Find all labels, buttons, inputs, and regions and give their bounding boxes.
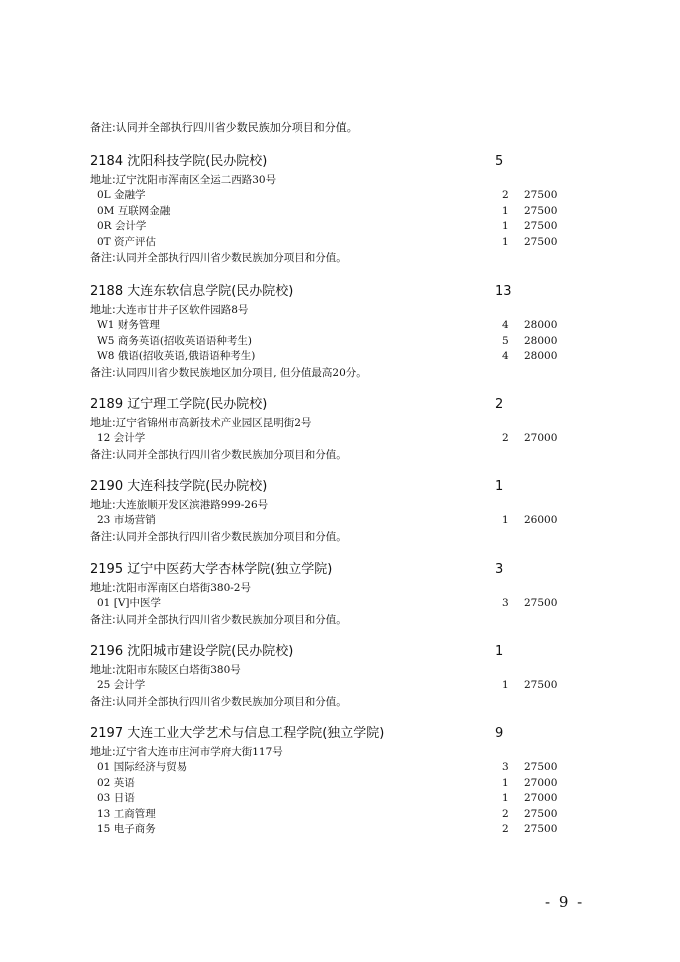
major-name: 英语 xyxy=(113,776,135,789)
address-label: 地址: xyxy=(90,498,116,511)
major-fee: 27000 xyxy=(524,776,558,789)
note-label: 备注: xyxy=(90,694,116,708)
school-address xyxy=(90,497,610,513)
note-label: 备注: xyxy=(90,529,116,543)
major-row xyxy=(90,822,610,838)
major-count: 1 xyxy=(502,235,509,248)
major-code: 02 xyxy=(97,776,111,789)
major-count: 4 xyxy=(502,319,509,331)
major-fee: 26000 xyxy=(524,514,558,526)
address-text: 沈阳市东陵区白塔街380号 xyxy=(115,664,241,676)
school-note xyxy=(90,447,610,463)
major-count: 1 xyxy=(502,792,509,804)
major-row xyxy=(90,219,610,235)
address-label: 地址: xyxy=(90,416,116,429)
major-name: 电子商务 xyxy=(113,823,156,835)
school-title xyxy=(90,395,267,415)
address-label: 地址: xyxy=(90,745,116,758)
school-note xyxy=(90,694,610,710)
major-fee: 27500 xyxy=(524,679,558,691)
school-title xyxy=(90,152,267,172)
major-name: 商务英语(招收英语语种考生) xyxy=(117,334,253,347)
major-fee: 27500 xyxy=(524,235,558,248)
major-code: 01 xyxy=(97,761,111,773)
note-text: 认同并全部执行四川省少数民族加分项目和分值。 xyxy=(115,252,347,264)
major-fee: 27500 xyxy=(524,220,558,232)
address-label: 地址: xyxy=(90,663,116,676)
major-count: 2 xyxy=(502,823,509,835)
school-total: 5 xyxy=(495,154,504,169)
major-code: 13 xyxy=(97,807,111,820)
major-fee: 27000 xyxy=(524,432,558,444)
school-total: 2 xyxy=(495,397,504,412)
major-fee: 27500 xyxy=(524,807,558,820)
major-name: 工商管理 xyxy=(113,807,156,820)
major-row xyxy=(90,204,610,220)
major-name: 国际经济与贸易 xyxy=(113,761,188,773)
major-row xyxy=(90,431,610,447)
major-fee: 27000 xyxy=(524,792,558,804)
major-fee: 27500 xyxy=(524,761,558,773)
school-entry xyxy=(90,477,610,545)
major-row xyxy=(90,318,610,334)
major-count: 2 xyxy=(502,807,509,820)
major-row xyxy=(90,760,610,776)
school-entry xyxy=(90,724,610,838)
major-count: 1 xyxy=(502,220,509,232)
school-entry xyxy=(90,642,610,710)
school-address xyxy=(90,744,610,760)
school-note xyxy=(90,612,610,628)
school-code: 2189 xyxy=(90,397,124,412)
major-code: 25 xyxy=(97,679,111,691)
address-label: 地址: xyxy=(90,173,116,186)
top-note xyxy=(90,120,358,136)
note-label: 备注: xyxy=(90,365,116,379)
school-code: 2184 xyxy=(90,154,124,169)
major-code: 0R xyxy=(97,220,112,232)
school-entry xyxy=(90,152,610,266)
major-code: 23 xyxy=(97,514,111,526)
note-label: 备注: xyxy=(90,447,116,461)
major-code: 0L xyxy=(97,189,111,201)
note-label: 备注: xyxy=(90,612,116,626)
page-number: - 9 - xyxy=(545,893,585,911)
major-fee: 28000 xyxy=(524,334,558,347)
school-entry xyxy=(90,395,610,463)
major-code: W1 xyxy=(97,319,115,331)
school-name: 大连工业大学艺术与信息工程学院(独立学院) xyxy=(127,726,385,741)
school-total: 1 xyxy=(495,644,504,659)
major-name: 互联网金融 xyxy=(117,204,171,217)
school-total: 9 xyxy=(495,726,504,741)
school-code: 2197 xyxy=(90,726,124,741)
address-text: 辽宁省大连市庄河市学府大街117号 xyxy=(115,746,283,758)
major-count: 2 xyxy=(502,432,509,444)
school-address xyxy=(90,662,610,678)
school-entry xyxy=(90,282,610,381)
school-code: 2188 xyxy=(90,284,124,299)
major-name: 资产评估 xyxy=(114,235,157,248)
major-count: 5 xyxy=(502,334,509,347)
major-count: 2 xyxy=(502,189,509,201)
major-row xyxy=(90,678,610,694)
school-name: 辽宁理工学院(民办院校) xyxy=(127,397,268,412)
note-text: 认同四川省少数民族地区加分项目, 但分值最高20分。 xyxy=(115,366,367,379)
school-address xyxy=(90,415,610,431)
school-address xyxy=(90,172,610,188)
school-title xyxy=(90,642,293,662)
school-note xyxy=(90,365,610,381)
major-count: 1 xyxy=(502,514,509,526)
major-count: 1 xyxy=(502,679,509,691)
major-row xyxy=(90,188,610,204)
major-code: 15 xyxy=(97,823,111,835)
major-code: 0T xyxy=(97,235,111,248)
major-count: 1 xyxy=(502,204,509,217)
note-text: 认同并全部执行四川省少数民族加分项目和分值。 xyxy=(115,530,347,543)
note-text: 认同并全部执行四川省少数民族加分项目和分值。 xyxy=(115,121,358,134)
school-code: 2196 xyxy=(90,644,124,659)
major-row xyxy=(90,807,610,823)
major-count: 4 xyxy=(502,350,509,362)
school-title xyxy=(90,724,384,744)
address-text: 辽宁沈阳市浑南区全运二西路30号 xyxy=(115,174,277,186)
major-code: 0M xyxy=(97,204,115,217)
major-row xyxy=(90,334,610,350)
school-note xyxy=(90,529,610,545)
note-text: 认同并全部执行四川省少数民族加分项目和分值。 xyxy=(115,448,347,461)
school-note xyxy=(90,250,610,266)
major-row xyxy=(90,349,610,365)
school-title xyxy=(90,282,293,302)
major-row xyxy=(90,513,610,529)
major-row xyxy=(90,235,610,251)
address-text: 辽宁省锦州市高新技术产业园区昆明街2号 xyxy=(115,417,312,429)
major-fee: 28000 xyxy=(524,350,558,362)
major-row xyxy=(90,776,610,792)
note-label: 备注: xyxy=(90,251,116,264)
note-text: 认同并全部执行四川省少数民族加分项目和分值。 xyxy=(115,613,347,626)
school-name: 沈阳城市建设学院(民办院校) xyxy=(127,644,294,659)
school-name: 沈阳科技学院(民办院校) xyxy=(127,154,268,169)
school-code: 2190 xyxy=(90,479,124,494)
major-count: 1 xyxy=(502,776,509,789)
major-count: 3 xyxy=(502,597,509,609)
major-count: 3 xyxy=(502,761,509,773)
address-text: 大连旅顺开发区滨港路999-26号 xyxy=(115,499,269,511)
address-label: 地址: xyxy=(90,303,116,316)
major-code: 12 xyxy=(97,432,111,444)
school-total: 3 xyxy=(495,562,504,577)
major-row xyxy=(90,596,610,612)
school-total: 1 xyxy=(495,479,504,494)
major-fee: 27500 xyxy=(524,189,558,201)
major-code: 03 xyxy=(97,792,111,804)
major-code: W8 xyxy=(97,350,115,362)
major-code: W5 xyxy=(97,334,115,347)
note-text: 认同并全部执行四川省少数民族加分项目和分值。 xyxy=(115,695,347,708)
major-name: 市场营销 xyxy=(113,514,156,526)
school-title xyxy=(90,477,267,497)
address-label: 地址: xyxy=(90,581,116,594)
address-text: 沈阳市浑南区白塔街380-2号 xyxy=(115,582,251,594)
school-code: 2195 xyxy=(90,562,124,577)
note-label: 备注: xyxy=(90,121,116,134)
major-name: 俄语(招收英语,俄语语种考生) xyxy=(117,350,256,362)
major-name: 金融学 xyxy=(114,189,146,201)
major-fee: 27500 xyxy=(524,823,558,835)
major-name: [Ⅴ]中医学 xyxy=(113,597,161,609)
major-code: 01 xyxy=(97,597,111,609)
major-fee: 27500 xyxy=(524,204,558,217)
school-name: 大连科技学院(民办院校) xyxy=(127,479,268,494)
school-address xyxy=(90,580,610,596)
major-name: 财务管理 xyxy=(117,319,160,331)
school-name: 辽宁中医药大学杏林学院(独立学院) xyxy=(127,562,333,577)
major-name: 会计学 xyxy=(113,432,146,444)
major-name: 会计学 xyxy=(113,679,146,691)
school-total: 13 xyxy=(495,284,512,299)
address-text: 大连市甘井子区软件园路8号 xyxy=(115,304,249,316)
major-row xyxy=(90,791,610,807)
school-name: 大连东软信息学院(民办院校) xyxy=(127,284,294,299)
school-address xyxy=(90,302,610,318)
major-name: 日语 xyxy=(113,792,135,804)
major-name: 会计学 xyxy=(114,220,147,232)
school-title xyxy=(90,560,332,580)
school-entry xyxy=(90,560,610,628)
major-fee: 28000 xyxy=(524,319,558,331)
major-fee: 27500 xyxy=(524,597,558,609)
